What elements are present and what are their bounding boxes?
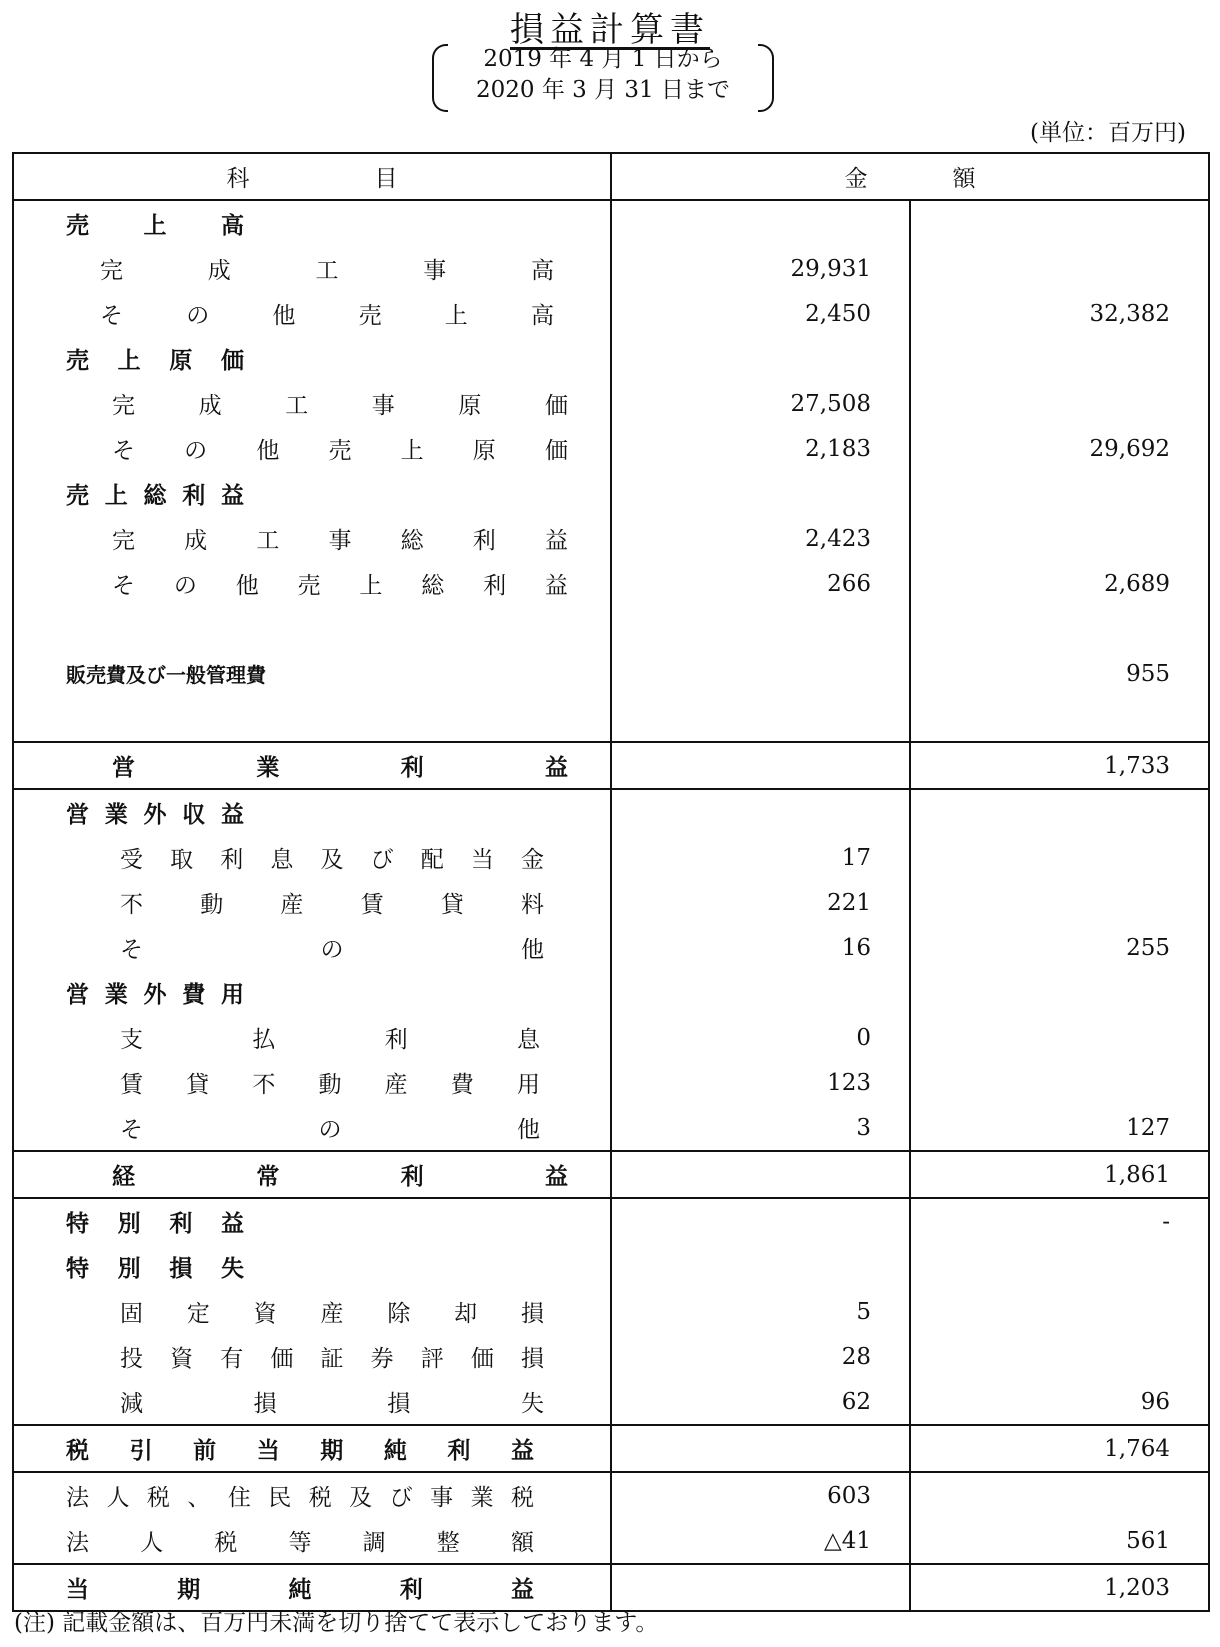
header-col1-b: 目 bbox=[374, 166, 398, 192]
row-amount: 16 bbox=[611, 925, 910, 970]
row-label: 受 取 利 息 及 び 配 当 金 bbox=[120, 847, 544, 873]
spacer-row bbox=[13, 606, 1209, 651]
table-row bbox=[13, 1289, 1209, 1334]
header-col2-b: 額 bbox=[952, 166, 976, 192]
row-label: 完 成 工 事 総 利 益 bbox=[112, 528, 568, 554]
row-amount: 3 bbox=[611, 1105, 910, 1151]
header-col2-a: 金 bbox=[844, 166, 868, 192]
row-label: 賃 貸 不 動 産 費 用 bbox=[120, 1072, 540, 1098]
row-total: 1,764 bbox=[910, 1425, 1209, 1472]
table-row bbox=[13, 1060, 1209, 1105]
row-label: 支 払 利 息 bbox=[120, 1027, 540, 1053]
table-row bbox=[13, 561, 1209, 606]
row-label: 営 業 外 費 用 bbox=[66, 981, 244, 1008]
row-total: 1,733 bbox=[910, 742, 1209, 789]
row-label: そ の 他 bbox=[120, 937, 544, 963]
row-total: 2,689 bbox=[910, 561, 1209, 606]
row-total: - bbox=[910, 1198, 1209, 1244]
row-label: 完 成 工 事 高 bbox=[100, 258, 554, 284]
row-amount: △41 bbox=[611, 1518, 910, 1564]
row-amount: 221 bbox=[611, 880, 910, 925]
row-label: 減 損 損 失 bbox=[120, 1391, 544, 1417]
row-label: 経 常 利 益 bbox=[112, 1163, 568, 1190]
table-row bbox=[13, 1015, 1209, 1060]
row-label: 売 上 総 利 益 bbox=[66, 482, 244, 509]
table-row bbox=[13, 1151, 1209, 1198]
row-total: 1,861 bbox=[910, 1151, 1209, 1198]
row-label: 不 動 産 賃 貸 料 bbox=[120, 892, 544, 918]
row-total: 561 bbox=[910, 1518, 1209, 1564]
left-bracket bbox=[432, 44, 448, 112]
period-from: 2019 年 4 月 1 日から bbox=[483, 46, 723, 72]
row-label: そ の 他 売 上 原 価 bbox=[112, 438, 568, 464]
row-label: 法 人 税 等 調 整 額 bbox=[66, 1530, 534, 1556]
table-row bbox=[13, 1425, 1209, 1472]
row-amount: 29,931 bbox=[611, 246, 910, 291]
row-amount: 2,450 bbox=[611, 291, 910, 336]
table-row bbox=[13, 835, 1209, 880]
row-label: 税 引 前 当 期 純 利 益 bbox=[66, 1437, 534, 1464]
row-label: そ の 他 売 上 高 bbox=[100, 303, 554, 329]
spacer-row bbox=[13, 696, 1209, 742]
row-label: 営 業 外 収 益 bbox=[66, 801, 244, 828]
table-row bbox=[13, 651, 1209, 696]
table-row bbox=[13, 336, 1209, 381]
table-row bbox=[13, 381, 1209, 426]
row-total: 127 bbox=[910, 1105, 1209, 1151]
row-amount: 123 bbox=[611, 1060, 910, 1105]
row-amount: 266 bbox=[611, 561, 910, 606]
table-row bbox=[13, 1334, 1209, 1379]
row-amount: 603 bbox=[611, 1472, 910, 1518]
table-row bbox=[13, 291, 1209, 336]
row-amount: 2,183 bbox=[611, 426, 910, 471]
row-amount: 17 bbox=[611, 835, 910, 880]
table-row bbox=[13, 880, 1209, 925]
row-total: 32,382 bbox=[910, 291, 1209, 336]
income-statement-table bbox=[12, 152, 1210, 1612]
period bbox=[432, 44, 774, 112]
header-row bbox=[13, 153, 1209, 200]
table-row bbox=[13, 789, 1209, 835]
row-amount: 28 bbox=[611, 1334, 910, 1379]
document-title: 損益計算書 bbox=[510, 10, 710, 50]
row-label: 投 資 有 価 証 券 評 価 損 bbox=[120, 1346, 544, 1372]
row-total: 1,203 bbox=[910, 1564, 1209, 1611]
row-label: そ の 他 bbox=[120, 1117, 540, 1143]
table-row bbox=[13, 516, 1209, 561]
unit-label: (単位：百万円) bbox=[1030, 120, 1186, 146]
row-label: 売 上 原 価 bbox=[66, 347, 244, 374]
row-total: 29,692 bbox=[910, 426, 1209, 471]
row-amount: 2,423 bbox=[611, 516, 910, 561]
row-total: 96 bbox=[910, 1379, 1209, 1425]
row-label: 当 期 純 利 益 bbox=[66, 1576, 534, 1603]
row-amount: 0 bbox=[611, 1015, 910, 1060]
table-row bbox=[13, 1518, 1209, 1564]
table-row bbox=[13, 1472, 1209, 1518]
table-row bbox=[13, 246, 1209, 291]
right-bracket bbox=[758, 44, 774, 112]
row-label: 法 人 税 、 住 民 税 及 び 事 業 税 bbox=[66, 1485, 534, 1511]
table-row bbox=[13, 471, 1209, 516]
row-label: 特 別 利 益 bbox=[66, 1210, 244, 1237]
row-label: 売 上 高 bbox=[66, 212, 244, 239]
table-row bbox=[13, 426, 1209, 471]
row-label: そ の 他 売 上 総 利 益 bbox=[112, 573, 568, 599]
table-row bbox=[13, 970, 1209, 1015]
table-row bbox=[13, 1198, 1209, 1244]
row-amount: 27,508 bbox=[611, 381, 910, 426]
table-row bbox=[13, 925, 1209, 970]
row-label: 固 定 資 産 除 却 損 bbox=[120, 1301, 544, 1327]
row-amount: 5 bbox=[611, 1289, 910, 1334]
row-label: 完 成 工 事 原 価 bbox=[112, 393, 568, 419]
table-row bbox=[13, 200, 1209, 246]
row-label: 営 業 利 益 bbox=[112, 754, 568, 781]
row-amount: 62 bbox=[611, 1379, 910, 1425]
row-total: 255 bbox=[910, 925, 1209, 970]
row-label: 特 別 損 失 bbox=[66, 1255, 244, 1282]
table-row bbox=[13, 1379, 1209, 1425]
footnote: (注) 記載金額は、百万円未満を切り捨てて表示しております。 bbox=[14, 1610, 659, 1636]
table-row bbox=[13, 1105, 1209, 1151]
table-row bbox=[13, 742, 1209, 789]
header-col1-a: 科 bbox=[226, 166, 250, 192]
row-label: 販売費及び一般管理費 bbox=[66, 663, 266, 687]
row-total: 955 bbox=[910, 651, 1209, 696]
period-to: 2020 年 3 月 31 日まで bbox=[476, 77, 730, 103]
table-row bbox=[13, 1244, 1209, 1289]
